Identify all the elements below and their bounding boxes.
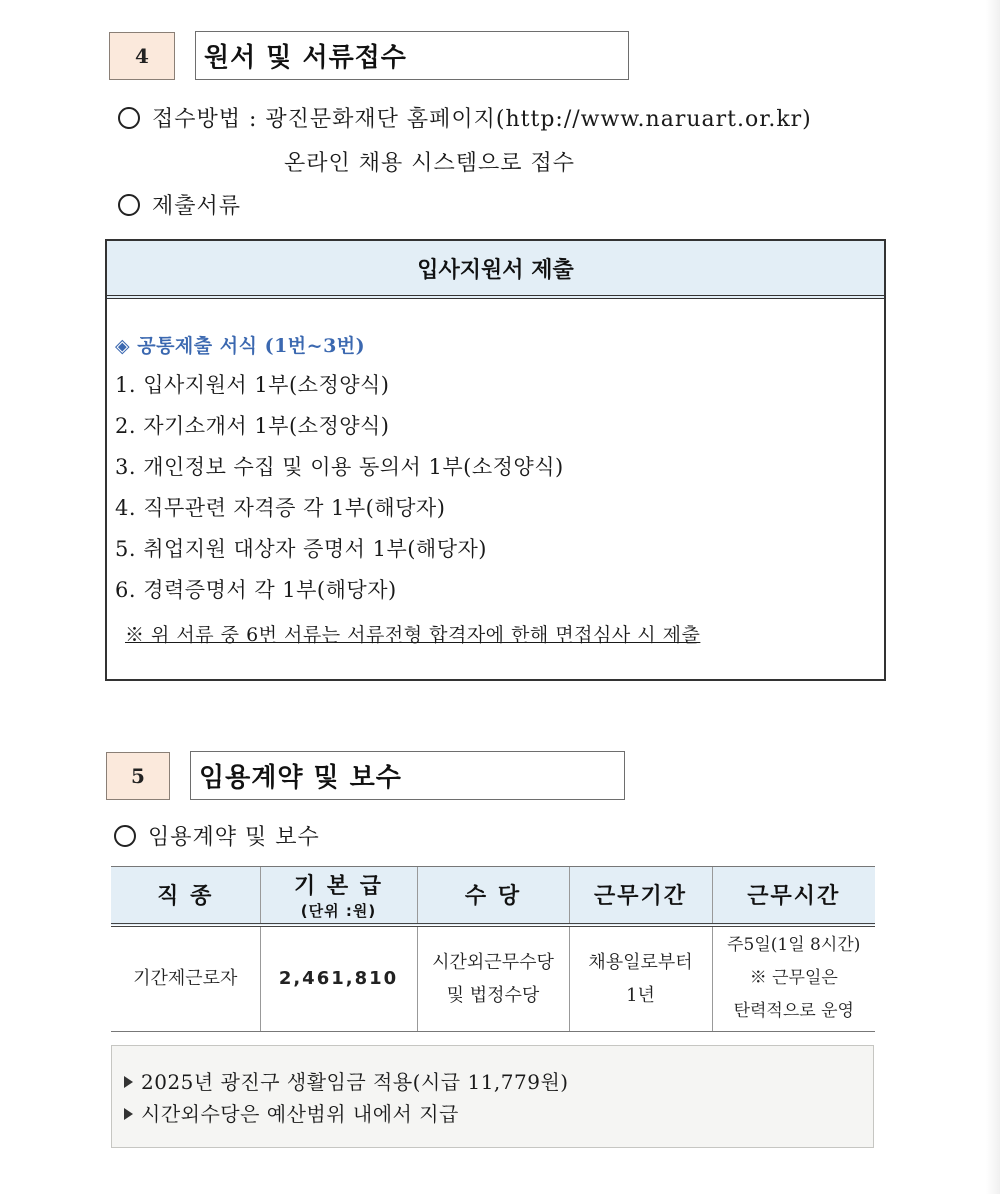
submit-docs-label xyxy=(118,189,241,220)
circle-bullet-icon xyxy=(114,825,136,847)
pay-note-2-text: 시간외수당은 예산범위 내에서 지급 xyxy=(141,1102,459,1126)
documents-subheading: ◈ 공통제출 서식 (1번~3번) xyxy=(115,335,366,357)
cell-work-period-line-2: 1년 xyxy=(626,984,655,1006)
header-base-pay-label: 기 본 급 xyxy=(293,873,384,899)
cell-work-period xyxy=(569,925,712,1032)
cell-allowance-line-1: 시간외근무수당 xyxy=(432,951,554,973)
section-4-number: 4 xyxy=(109,32,175,80)
contract-pay-text: 임용계약 및 보수 xyxy=(148,825,320,850)
documents-box xyxy=(105,239,886,681)
section-5-number: 5 xyxy=(106,752,170,800)
pay-note-1-text: 2025년 광진구 생활임금 적용(시급 11,779원) xyxy=(141,1070,569,1094)
header-base-pay xyxy=(260,867,417,925)
header-allowance: 수 당 xyxy=(417,867,569,925)
document-item-1: 1. 입사지원서 1부(소정양식) xyxy=(115,373,390,397)
section-4-title: 원서 및 서류접수 xyxy=(195,31,629,80)
pay-table xyxy=(111,866,875,1032)
pay-note-1 xyxy=(124,1066,569,1095)
section-5-title: 임용계약 및 보수 xyxy=(190,751,625,800)
cell-work-hours xyxy=(712,925,875,1032)
application-method xyxy=(118,102,812,133)
header-job-type: 직 종 xyxy=(111,867,260,925)
triangle-bullet-icon xyxy=(124,1108,133,1120)
section-5-header xyxy=(106,751,625,800)
application-method-continued: 온라인 채용 시스템으로 접수 xyxy=(284,151,576,176)
cell-job-type: 기간제근로자 xyxy=(111,925,260,1032)
circle-bullet-icon xyxy=(118,194,140,216)
document-item-5: 5. 취업지원 대상자 증명서 1부(해당자) xyxy=(115,537,487,561)
document-item-2: 2. 자기소개서 1부(소정양식) xyxy=(115,414,390,438)
page-edge-shadow xyxy=(986,0,1000,1194)
application-method-text: 접수방법 : 광진문화재단 홈페이지(http://www.naruart.or.kr) xyxy=(152,107,812,132)
pay-table-header-row xyxy=(111,867,875,925)
cell-base-pay: 2,461,810 xyxy=(260,925,417,1032)
triangle-bullet-icon xyxy=(124,1076,133,1088)
cell-work-hours-line-3: 탄력적으로 운영 xyxy=(733,1001,854,1022)
documents-box-header: 입사지원서 제출 xyxy=(107,241,884,299)
document-item-4: 4. 직무관련 자격증 각 1부(해당자) xyxy=(115,496,446,520)
document-item-3: 3. 개인정보 수집 및 이용 동의서 1부(소정양식) xyxy=(115,455,564,479)
pay-note-2 xyxy=(124,1098,459,1127)
header-work-period: 근무기간 xyxy=(569,867,712,925)
cell-work-period-line-1: 채용일로부터 xyxy=(588,951,693,973)
cell-work-hours-line-2: ※ 근무일은 xyxy=(749,968,838,989)
header-base-pay-unit: (단위 :원) xyxy=(300,901,377,920)
pay-notes-box xyxy=(111,1045,874,1148)
section-4-header xyxy=(109,31,629,80)
circle-bullet-icon xyxy=(118,107,140,129)
cell-work-hours-line-1: 주5일(1일 8시간) xyxy=(727,935,861,956)
table-row xyxy=(111,925,875,1032)
cell-allowance-line-2: 및 법정수당 xyxy=(446,984,540,1006)
cell-allowance xyxy=(417,925,569,1032)
contract-pay-label xyxy=(114,820,320,851)
submit-docs-text: 제출서류 xyxy=(152,194,242,219)
documents-note: ※ 위 서류 중 6번 서류는 서류전형 합격자에 한해 면접심사 시 제출 xyxy=(125,624,701,646)
header-work-hours: 근무시간 xyxy=(712,867,875,925)
document-item-6: 6. 경력증명서 각 1부(해당자) xyxy=(115,578,397,602)
